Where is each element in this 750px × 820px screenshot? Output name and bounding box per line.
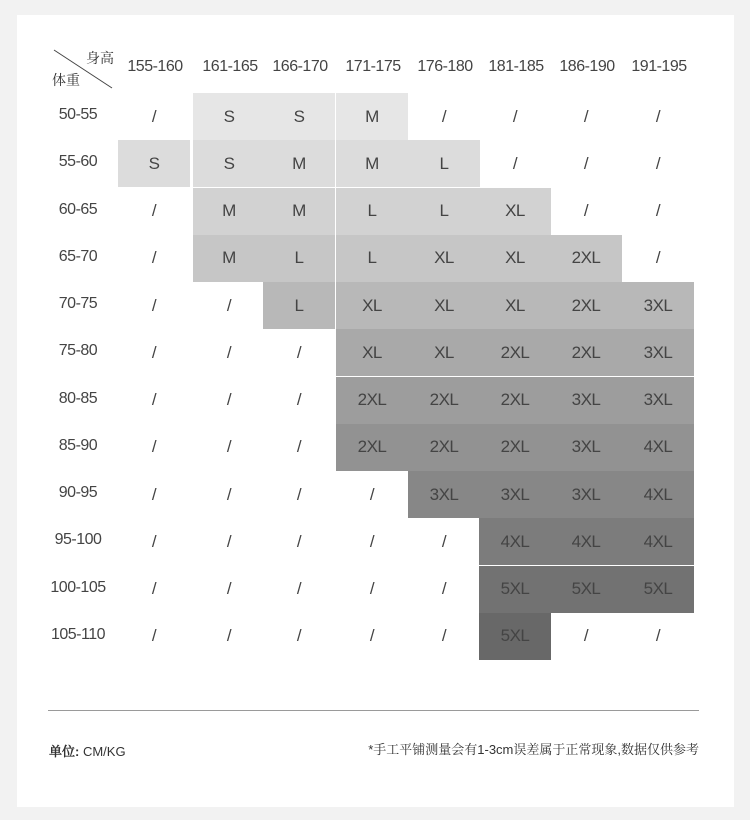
size-cell: 5XL — [479, 566, 551, 613]
weight-row-header: 65-70 — [58, 247, 98, 265]
size-cell: / — [151, 201, 157, 220]
size-cell: 3XL — [622, 329, 694, 376]
size-cell: 3XL — [550, 471, 622, 518]
size-cell: / — [369, 626, 375, 646]
weight-row-header: 50-55 — [58, 106, 98, 123]
size-cell: L — [336, 235, 408, 282]
size-cell: XL — [336, 329, 408, 376]
size-cell: / — [226, 390, 232, 409]
unit-value: CM/KG — [82, 744, 126, 759]
size-cell: / — [583, 201, 589, 220]
size-cell: / — [226, 342, 232, 362]
size-cell: / — [583, 626, 589, 646]
weight-row-header: 80-85 — [58, 389, 98, 407]
height-column-header: 186-190 — [559, 58, 615, 75]
size-cell: / — [151, 390, 157, 409]
weight-row-header: 60-65 — [58, 200, 98, 218]
weight-row-header: 70-75 — [58, 295, 98, 312]
size-cell: 4XL — [622, 471, 694, 518]
size-cell: 2XL — [550, 282, 622, 329]
size-cell: / — [441, 531, 447, 551]
size-cell: / — [655, 106, 661, 126]
size-cell: 3XL — [622, 282, 694, 329]
size-cell: 4XL — [479, 518, 551, 565]
weight-row-header: 90-95 — [58, 484, 98, 501]
size-cell: 2XL — [550, 329, 622, 376]
unit-info — [49, 741, 126, 760]
weight-row-header: 75-80 — [58, 342, 98, 360]
size-cell: S — [263, 93, 335, 140]
size-cell: L — [263, 282, 335, 329]
size-cell: / — [655, 153, 661, 173]
size-cell: 4XL — [622, 424, 694, 471]
size-cell: 4XL — [622, 518, 694, 565]
size-cell: XL — [479, 188, 551, 235]
size-cell: XL — [479, 282, 551, 329]
size-cell: XL — [479, 235, 551, 282]
size-cell: L — [408, 140, 480, 187]
measurement-note: *手工平铺测量会有1-3cm误差属于正常现象,数据仅供参考 — [368, 742, 699, 757]
size-cell: 3XL — [479, 471, 551, 518]
unit-label: 单位: — [49, 744, 80, 759]
size-cell: / — [512, 153, 518, 173]
size-cell: / — [296, 626, 302, 646]
size-cell: / — [151, 626, 157, 646]
size-cell: / — [296, 531, 302, 551]
size-cell: / — [369, 484, 375, 504]
size-cell: / — [296, 579, 302, 598]
size-cell: / — [226, 531, 232, 551]
size-cell: 2XL — [550, 235, 622, 282]
size-cell: / — [655, 248, 661, 268]
weight-axis-label: 体重 — [52, 72, 80, 88]
size-cell: L — [336, 188, 408, 235]
height-column-header: 155-160 — [127, 58, 183, 75]
size-cell: / — [151, 248, 157, 268]
size-cell: XL — [408, 329, 480, 376]
size-cell: / — [226, 295, 232, 315]
size-cell: / — [226, 579, 232, 598]
size-cell: / — [151, 106, 157, 126]
size-cell: 3XL — [550, 377, 622, 424]
size-cell: 3XL — [408, 471, 480, 518]
size-cell: S — [193, 140, 265, 187]
size-cell: M — [193, 235, 265, 282]
size-cell: / — [441, 579, 447, 598]
size-cell: / — [369, 531, 375, 551]
footer-divider — [48, 710, 699, 711]
size-cell: / — [512, 106, 518, 126]
size-cell: M — [263, 140, 335, 187]
size-cell: 2XL — [336, 424, 408, 471]
height-column-header: 166-170 — [272, 58, 328, 75]
size-cell: / — [226, 437, 232, 457]
size-cell: / — [151, 437, 157, 457]
size-cell: M — [336, 93, 408, 140]
height-column-header: 176-180 — [417, 58, 473, 75]
size-cell: 2XL — [408, 377, 480, 424]
size-cell: XL — [336, 282, 408, 329]
size-cell: XL — [408, 235, 480, 282]
size-cell: / — [151, 484, 157, 504]
size-cell: / — [151, 579, 157, 598]
size-cell: S — [193, 93, 265, 140]
size-cell: 2XL — [408, 424, 480, 471]
size-cell: 2XL — [336, 377, 408, 424]
size-cell: XL — [408, 282, 480, 329]
size-cell: / — [441, 106, 447, 126]
size-cell: 4XL — [550, 518, 622, 565]
size-cell: / — [441, 626, 447, 646]
size-cell: / — [655, 201, 661, 220]
height-axis-label: 身高 — [86, 50, 114, 66]
size-cell: 3XL — [550, 424, 622, 471]
size-cell: / — [226, 484, 232, 504]
size-cell: 5XL — [479, 613, 551, 660]
size-cell: L — [408, 188, 480, 235]
weight-row-header: 100-105 — [50, 578, 106, 596]
size-cell: / — [583, 106, 589, 126]
size-cell: M — [336, 140, 408, 187]
size-cell: / — [296, 437, 302, 457]
size-cell: / — [369, 579, 375, 598]
size-cell: M — [193, 188, 265, 235]
size-cell: / — [151, 295, 157, 315]
weight-row-header: 85-90 — [58, 436, 98, 454]
height-column-header: 171-175 — [345, 58, 401, 75]
size-cell: 2XL — [479, 424, 551, 471]
height-column-header: 191-195 — [631, 58, 687, 75]
size-cell: / — [655, 626, 661, 646]
size-cell: / — [151, 342, 157, 362]
size-cell: 2XL — [479, 329, 551, 376]
weight-row-header: 105-110 — [50, 625, 106, 643]
table-corner-header — [52, 48, 114, 90]
weight-row-header: 55-60 — [58, 153, 98, 171]
size-cell: L — [263, 235, 335, 282]
size-cell: / — [226, 626, 232, 646]
size-cell: 5XL — [550, 566, 622, 613]
height-column-header: 161-165 — [202, 58, 258, 75]
size-cell: / — [296, 484, 302, 504]
size-cell: / — [151, 531, 157, 551]
height-column-header: 181-185 — [488, 58, 544, 75]
size-cell: / — [296, 390, 302, 409]
size-cell: S — [118, 140, 190, 187]
weight-row-header: 95-100 — [54, 531, 102, 549]
size-cell: 5XL — [622, 566, 694, 613]
size-cell: 2XL — [479, 377, 551, 424]
size-cell: 3XL — [622, 377, 694, 424]
size-cell: M — [263, 188, 335, 235]
size-cell: / — [583, 153, 589, 173]
size-cell: / — [296, 342, 302, 362]
